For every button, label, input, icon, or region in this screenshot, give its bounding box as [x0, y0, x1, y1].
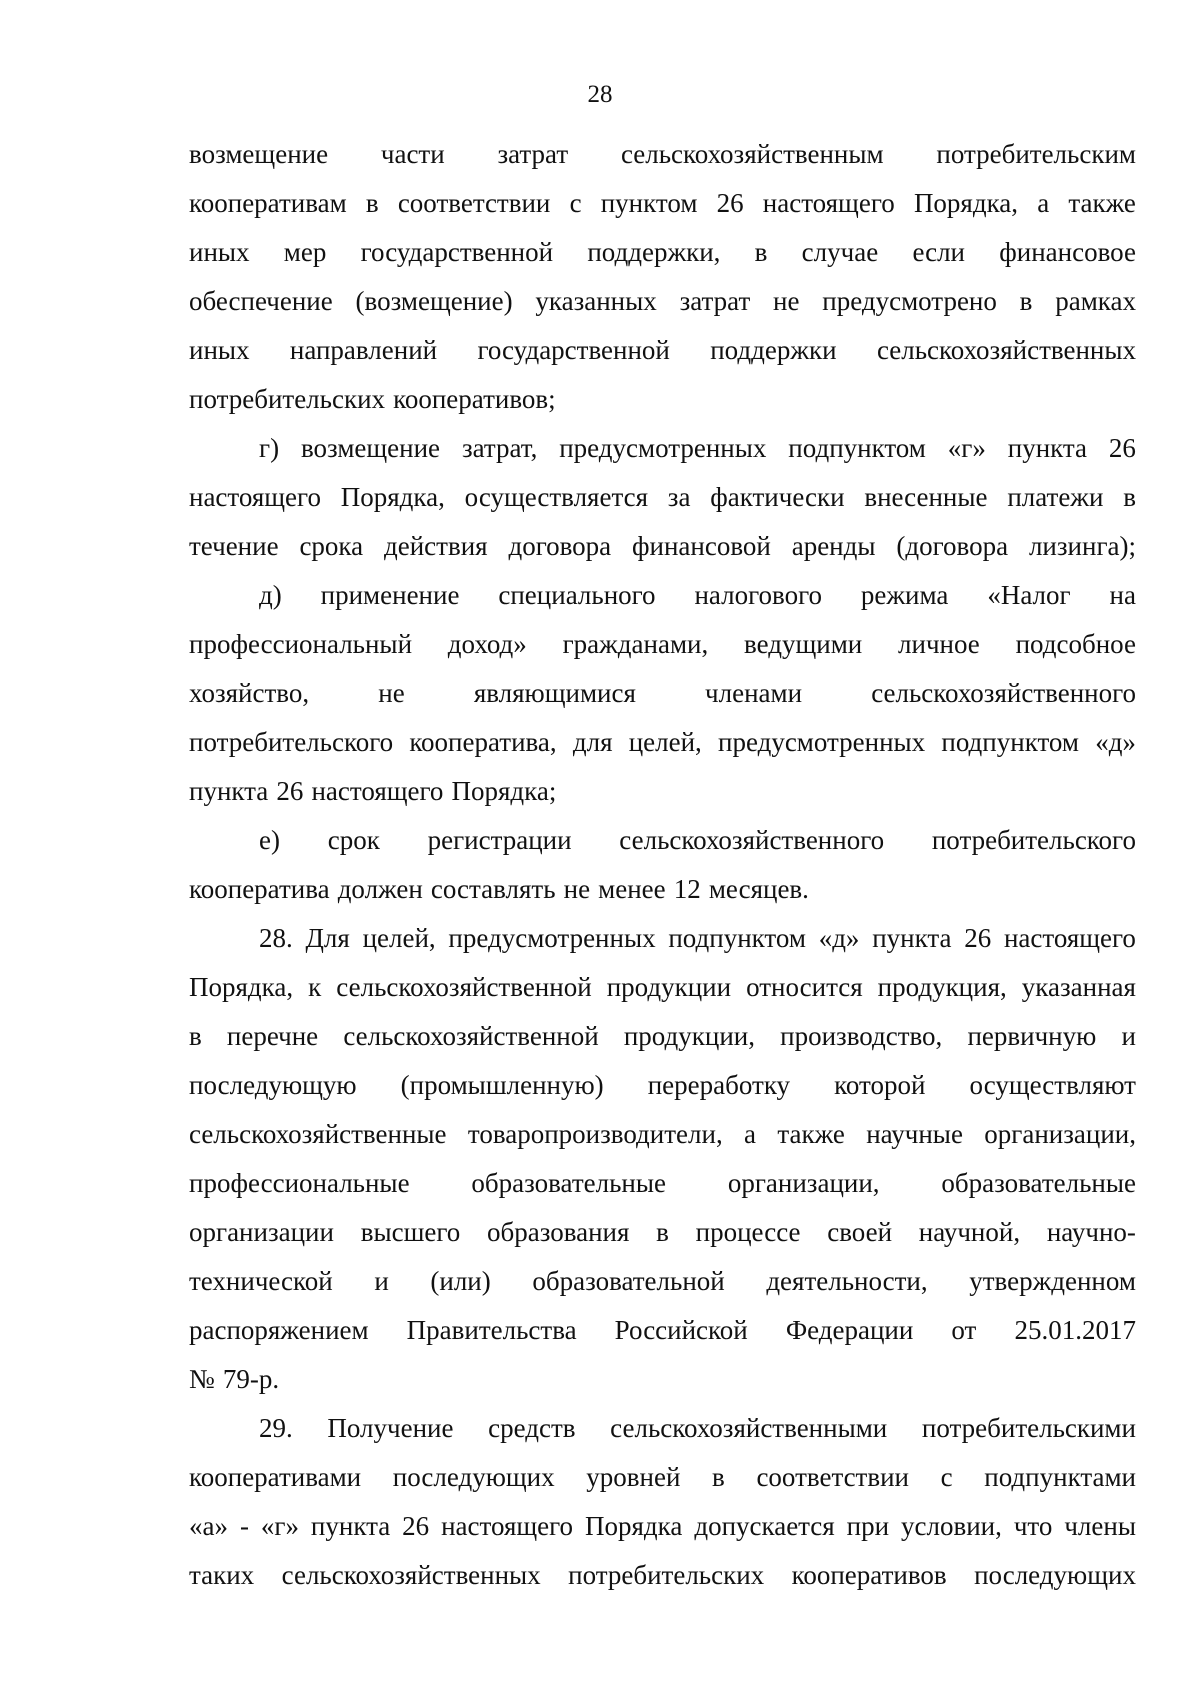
word: первичную — [967, 1021, 1097, 1051]
word: иных — [189, 237, 250, 267]
word: (договора — [896, 531, 1009, 561]
word: научные — [866, 1119, 963, 1149]
word: в — [656, 1217, 669, 1247]
text-line — [189, 1012, 1136, 1061]
word: поддержки — [710, 335, 837, 365]
word: высшего — [360, 1217, 461, 1247]
word: и — [374, 1266, 389, 1296]
text-line — [189, 914, 1136, 963]
word: гражданами, — [562, 629, 709, 659]
word: образовательные — [471, 1168, 666, 1198]
word: последующую — [189, 1070, 357, 1100]
word: 28. — [259, 923, 293, 953]
text-line — [189, 718, 1136, 767]
word: сельскохозяйственной — [336, 972, 592, 1002]
word: не — [773, 286, 800, 316]
word: пункта — [189, 776, 269, 806]
word: утвержденном — [969, 1266, 1136, 1296]
word: платежи — [1007, 482, 1104, 512]
word: также — [1068, 188, 1136, 218]
word: подпунктом — [941, 727, 1079, 757]
word: если — [912, 237, 966, 267]
word: 26 — [1108, 433, 1136, 463]
text-line — [189, 522, 1136, 571]
word: пункта — [310, 1511, 391, 1541]
word: 79-р. — [222, 1364, 280, 1394]
word: налогового — [694, 580, 822, 610]
text-line — [189, 1061, 1136, 1110]
word: подсобное — [1015, 629, 1136, 659]
word: сельскохозяйственных — [876, 335, 1136, 365]
word: затрат — [497, 139, 569, 169]
word: финансовой — [632, 531, 771, 561]
word: возмещение — [189, 139, 329, 169]
word: подпунктами — [984, 1462, 1136, 1492]
word: на — [1109, 580, 1136, 610]
word: 26 — [276, 776, 304, 806]
word: доход» — [447, 629, 527, 659]
text-line — [189, 571, 1136, 620]
word: потребительских — [189, 384, 386, 414]
word: (возмещение) — [355, 286, 513, 316]
text-line — [189, 326, 1136, 375]
word: профессиональный — [189, 629, 413, 659]
word: с — [940, 1462, 953, 1492]
word: пункта — [872, 923, 952, 953]
word: Для — [305, 923, 350, 953]
word: подпунктом — [788, 433, 926, 463]
word: сельскохозяйственных — [281, 1560, 541, 1590]
word: организации, — [984, 1119, 1136, 1149]
word: лизинга); — [1028, 531, 1136, 561]
word: осуществляют — [969, 1070, 1136, 1100]
word: организации — [189, 1217, 334, 1247]
word: части — [380, 139, 445, 169]
word: научно- — [1046, 1217, 1136, 1247]
word: «д» — [818, 923, 860, 953]
word: № — [189, 1364, 215, 1394]
word: процессе — [695, 1217, 801, 1247]
text-line — [189, 1306, 1136, 1355]
word: являющимися — [473, 678, 636, 708]
word: срока — [299, 531, 364, 561]
word: применение — [320, 580, 460, 610]
word: настоящего — [189, 482, 321, 512]
word: не — [378, 678, 405, 708]
document-body — [189, 130, 1136, 1600]
word: перечне — [226, 1021, 319, 1051]
word: финансовое — [999, 237, 1136, 267]
word: Федерации — [785, 1315, 914, 1345]
word: допускается — [694, 1511, 835, 1541]
word: кооперативами — [189, 1462, 362, 1492]
word: потребительского — [189, 727, 394, 757]
word: 26 — [402, 1511, 430, 1541]
word: члены — [1064, 1511, 1136, 1541]
word: образовательные — [941, 1168, 1136, 1198]
word: членами — [705, 678, 803, 708]
word: продукция, — [877, 972, 1007, 1002]
word: направлений — [289, 335, 438, 365]
word: затрат — [679, 286, 751, 316]
word: образовательной — [532, 1266, 725, 1296]
word: своей — [827, 1217, 893, 1247]
word: переработку — [647, 1070, 791, 1100]
word: в — [712, 1462, 725, 1492]
word: в — [1019, 286, 1033, 316]
word: осуществляется — [464, 482, 648, 512]
text-line — [189, 1502, 1136, 1551]
word: соответствии — [397, 188, 551, 218]
word: технической — [189, 1266, 333, 1296]
word: в — [365, 188, 379, 218]
word: (промышленную) — [400, 1070, 604, 1100]
word: целей, — [362, 923, 436, 953]
word: предусмотренных — [448, 923, 656, 953]
word: настоящего — [441, 1511, 574, 1541]
word: е) — [259, 825, 280, 855]
word: производство, — [780, 1021, 943, 1051]
word: последующих — [974, 1560, 1136, 1590]
word: менее — [598, 874, 666, 904]
word: предусмотрено — [822, 286, 997, 316]
word: аренды — [791, 531, 876, 561]
word: срок — [327, 825, 380, 855]
word: условии, — [901, 1511, 1002, 1541]
word: «д» — [1095, 727, 1136, 757]
word: целей, — [628, 727, 702, 757]
word: Порядка, — [340, 482, 445, 512]
word: не — [563, 874, 591, 904]
word: настоящего — [1003, 923, 1136, 953]
word: в — [1123, 482, 1136, 512]
text-line — [189, 1208, 1136, 1257]
page-number: 28 — [587, 81, 613, 108]
word: а — [744, 1119, 757, 1149]
word: от — [951, 1315, 977, 1345]
word: и — [1121, 1021, 1136, 1051]
word: 25.01.2017 — [1014, 1315, 1136, 1345]
text-line — [189, 228, 1136, 277]
word: кооперативам — [189, 188, 347, 218]
word: (или) — [430, 1266, 491, 1296]
word: личное — [898, 629, 980, 659]
word: регистрации — [427, 825, 572, 855]
word: действия — [384, 531, 488, 561]
word: деятельности, — [766, 1266, 928, 1296]
text-line — [189, 277, 1136, 326]
word: которой — [834, 1070, 926, 1100]
word: предусмотренных — [559, 433, 767, 463]
word: пунктом — [600, 188, 698, 218]
word: предусмотренных — [718, 727, 926, 757]
text-line — [189, 1355, 1136, 1404]
word: сельскохозяйственными — [610, 1413, 888, 1443]
word: Порядка, — [189, 972, 294, 1002]
word: Порядка, — [913, 188, 1019, 218]
word: кооперативов; — [393, 384, 556, 414]
word: распоряжением — [189, 1315, 369, 1345]
word: потребительских — [568, 1560, 765, 1590]
word: для — [572, 727, 613, 757]
word: средств — [488, 1413, 576, 1443]
word: 12 — [673, 874, 701, 904]
text-line — [189, 130, 1136, 179]
text-line — [189, 179, 1136, 228]
word: «г» — [947, 433, 986, 463]
word: а — [1037, 188, 1050, 218]
word: указанная — [1021, 972, 1136, 1002]
word: с — [569, 188, 582, 218]
text-line — [189, 473, 1136, 522]
text-line — [189, 620, 1136, 669]
word: таких — [189, 1560, 255, 1590]
word: подпунктом — [668, 923, 806, 953]
text-line — [189, 1159, 1136, 1208]
word: мер — [283, 237, 327, 267]
word: обеспечение — [189, 286, 333, 316]
text-line — [189, 1404, 1136, 1453]
word: к — [308, 972, 322, 1002]
word: при — [846, 1511, 890, 1541]
text-line — [189, 865, 1136, 914]
word: пункта — [1007, 433, 1088, 463]
word: фактически — [710, 482, 845, 512]
word: Получение — [327, 1413, 454, 1443]
word: образования — [487, 1217, 630, 1247]
word: организации, — [727, 1168, 880, 1198]
word: д) — [259, 580, 282, 610]
word: государственной — [360, 237, 554, 267]
word: сельскохозяйственные — [189, 1119, 447, 1149]
word: государственной — [477, 335, 670, 365]
word: г) — [259, 433, 280, 463]
word: настоящего — [311, 776, 444, 806]
word: возмещение — [300, 433, 441, 463]
text-line — [189, 1551, 1136, 1600]
word: сельскохозяйственного — [619, 825, 885, 855]
text-line — [189, 375, 1136, 424]
word: иных — [189, 335, 250, 365]
word: поддержки, — [587, 237, 721, 267]
word: потребительскими — [921, 1413, 1136, 1443]
text-line — [189, 669, 1136, 718]
word: соответствии — [756, 1462, 909, 1492]
word: профессиональные — [189, 1168, 410, 1198]
word: указанных — [535, 286, 657, 316]
word: сельскохозяйственного — [871, 678, 1136, 708]
word: сельскохозяйственной — [343, 1021, 599, 1051]
word: потребительским — [936, 139, 1136, 169]
word: что — [1013, 1511, 1053, 1541]
word: случае — [801, 237, 879, 267]
word: рамках — [1055, 286, 1136, 316]
word: продукции — [606, 972, 732, 1002]
word: внесенные — [864, 482, 988, 512]
word: за — [667, 482, 691, 512]
word: режима — [860, 580, 949, 610]
word: хозяйство, — [189, 678, 310, 708]
word: 26 — [964, 923, 992, 953]
word: Правительства — [406, 1315, 577, 1345]
text-line — [189, 424, 1136, 473]
text-line — [189, 767, 1136, 816]
word: уровней — [586, 1462, 681, 1492]
word: - — [239, 1511, 249, 1541]
word: 29. — [259, 1413, 293, 1443]
word: специального — [498, 580, 656, 610]
text-line — [189, 963, 1136, 1012]
text-line — [189, 816, 1136, 865]
word: сельскохозяйственным — [620, 139, 884, 169]
word: относится — [746, 972, 863, 1002]
word: последующих — [392, 1462, 555, 1492]
word: настоящего — [762, 188, 895, 218]
word: составлять — [430, 874, 556, 904]
word: Порядка; — [451, 776, 557, 806]
text-line — [189, 1110, 1136, 1159]
word: «Налог — [987, 580, 1071, 610]
word: также — [777, 1119, 845, 1149]
word: «а» — [189, 1511, 228, 1541]
word: товаропроизводители, — [467, 1119, 723, 1149]
word: договора — [508, 531, 612, 561]
word: должен — [337, 874, 423, 904]
word: месяцев. — [708, 874, 809, 904]
word: ведущими — [744, 629, 863, 659]
text-line — [189, 1453, 1136, 1502]
word: 26 — [716, 188, 744, 218]
word: затрат, — [461, 433, 538, 463]
word: продукции, — [623, 1021, 755, 1051]
word: в — [189, 1021, 202, 1051]
word: «г» — [260, 1511, 299, 1541]
word: течение — [189, 531, 279, 561]
word: Порядка — [585, 1511, 683, 1541]
word: Российской — [614, 1315, 748, 1345]
word: кооперативов — [791, 1560, 947, 1590]
word: потребительского — [931, 825, 1136, 855]
word: кооператива — [189, 874, 330, 904]
word: научной, — [918, 1217, 1021, 1247]
word: кооператива, — [409, 727, 557, 757]
text-line — [189, 1257, 1136, 1306]
word: в — [754, 237, 768, 267]
